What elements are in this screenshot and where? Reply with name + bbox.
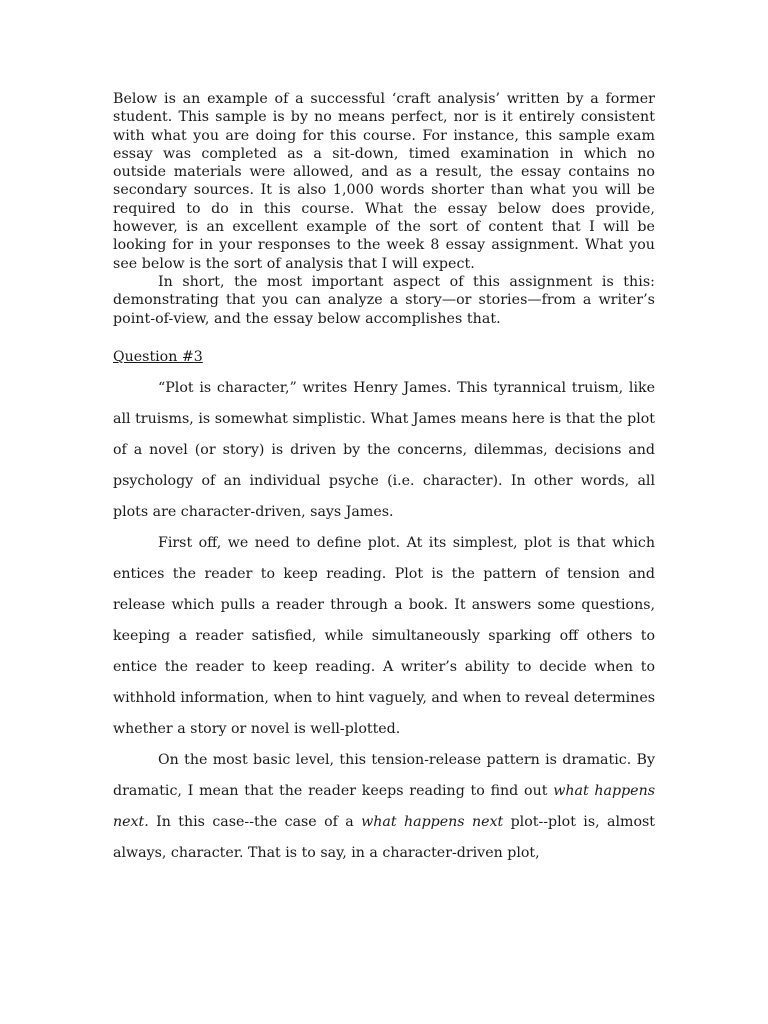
intro-note [113, 90, 655, 328]
question-heading: Question #3 [113, 348, 203, 365]
essay-paragraph-3-text-3: plot--plot is, almost always, character. That is to say, in a character-driven plot, [113, 814, 655, 862]
intro-paragraph-2: In short, the most important aspect of this assignment is this: demonstrating that you can analyze a story—or stories—from a writer’s point-of-view, and the essay below accomplishes that. [113, 273, 655, 327]
essay-paragraph-3 [113, 745, 655, 869]
essay-paragraph-2: First off, we need to define plot. At its simplest, plot is that which entices the reader to keep reading. Plot is the pattern of tension and release which pulls a reader through a book. It answers some questions, keeping a reader satisfied, while simultaneously sparking off others to entice the reader to keep reading. A writer’s ability to decide when to withhold information, when to hint vaguely, and when to reveal determines whether a story or novel is well-plotted. [113, 535, 655, 738]
essay-paragraph-1: “Plot is character,” writes Henry James. This tyrannical truism, like all truisms, is somewhat simplistic. What James means here is that the plot of a novel (or story) is driven by the concerns, dilemmas, decisions and psychology of an individual psyche (i.e. character). In other words, all plots are character-driven, says James. [113, 380, 655, 521]
essay-paragraph-3-emphasis-1: what happens next. [113, 783, 655, 831]
essay-paragraph-3-text-2: In this case--the case of a [148, 814, 362, 831]
document-page [113, 90, 655, 869]
essay-body [113, 373, 655, 869]
intro-paragraph-1: Below is an example of a successful ‘craft analysis’ written by a former student. This sample is by no means perfect, nor is it entirely consistent with what you are doing for this course. For instance, this sample exam essay was completed as a sit-down, timed examination in which no outside materials were allowed, and as a result, the essay contains no secondary sources. It is also 1,000 words shorter than what you will be required to do in this course. What the essay below does provide, however, is an excellent example of the sort of content that I will be looking for in your responses to the week 8 essay assignment. What you see below is the sort of analysis that I will expect. [113, 91, 655, 272]
essay-paragraph-3-emphasis-2: what happens next [361, 814, 504, 831]
essay-paragraph-3-text-1: On the most basic level, this tension-release pattern is dramatic. By dramatic, I mean that the reader keeps reading to find out [113, 752, 655, 800]
